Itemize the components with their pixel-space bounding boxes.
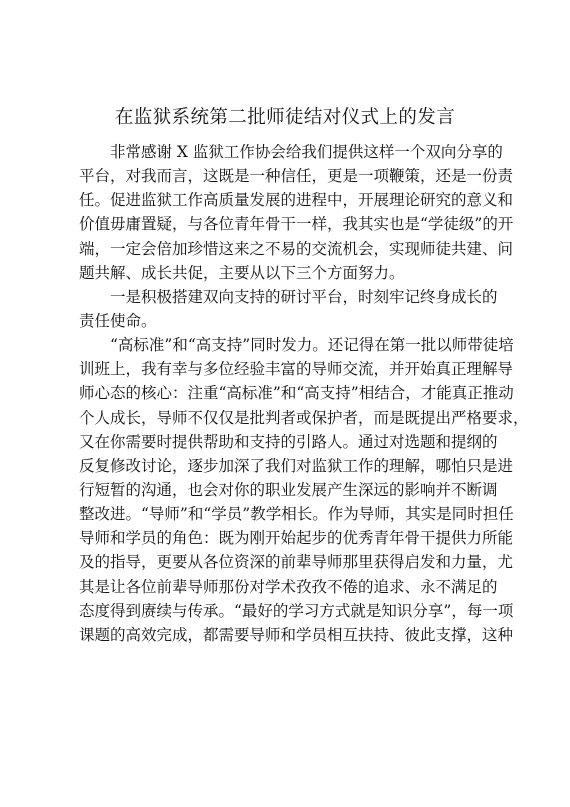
document-body (79, 140, 529, 647)
paragraph-3-line-10: 及的指导，更要从各位资深的前辈导师那里获得启发和力量，尤 (79, 553, 514, 572)
paragraph-1-line-4: 价值毋庸置疑，与各位青年骨干一样，我其实也是“学徒级”的开 (79, 215, 514, 234)
paragraph-3-line-4: 个人成长，导师不仅仅是批判者或保护者，而是既提出严格要求， (79, 408, 529, 427)
paragraph-3-line-1: “高标准”和“高支持”同时发力。还记得在第一批以师带徒培 (110, 336, 514, 355)
paragraph-2-line-2: 责任使命。 (79, 311, 157, 330)
paragraph-3-line-5: 又在你需要时提供帮助和支持的引路人。通过对选题和提纲的 (79, 432, 498, 451)
paragraph-3-line-3: 师心态的核心：注重“高标准”和“高支持”相结合，才能真正推动 (79, 384, 514, 403)
paragraph-3-line-12: 态度得到赓续与传承。“最好的学习方式就是知识分享”，每一项 (79, 601, 514, 620)
paragraph-3-line-11: 其是让各位前辈导师那份对学术孜孜不倦的追求、永不满足的 (79, 577, 498, 596)
paragraph-3-line-2: 训班上，我有幸与多位经验丰富的导师交流，并开始真正理解导 (79, 360, 514, 379)
document-title: 在监狱系统第二批师徒结对仪式上的发言 (114, 107, 456, 128)
paragraph-1-line-6: 题共解、成长共促，主要从以下三个方面努力。 (79, 263, 405, 282)
paragraph-3-line-9: 导师和学员的角色：既为刚开始起步的优秀青年骨干提供力所能 (79, 529, 514, 548)
paragraph-3-line-13: 课题的高效完成，都需要导师和学员相互扶持、彼此支撑，这种 (79, 625, 514, 644)
paragraph-1-line-5: 端，一定会倍加珍惜这来之不易的交流机会，实现师徒共建、问 (79, 239, 514, 258)
paragraph-3-line-7: 行短暂的沟通，也会对你的职业发展产生深远的影响并不断调 (79, 480, 498, 499)
paragraph-3-line-8: 整改进。“导师”和“学员”教学相长。作为导师，其实是同时担任 (79, 505, 514, 524)
paragraph-1-line-2: 平台，对我而言，这既是一种信任，更是一项鞭策，还是一份责 (79, 167, 514, 186)
paragraph-2-line-1: 一是积极搭建双向支持的研讨平台，时刻牢记终身成长的 (110, 287, 498, 306)
paragraph-1-line-3: 任。促进监狱工作高质量发展的进程中，开展理论研究的意义和 (79, 191, 514, 210)
paragraph-3-line-6: 反复修改讨论，逐步加深了我们对监狱工作的理解，哪怕只是进 (79, 456, 514, 475)
paragraph-1-line-1: 非常感谢 X 监狱工作协会给我们提供这样一个双向分享的 (110, 143, 503, 161)
